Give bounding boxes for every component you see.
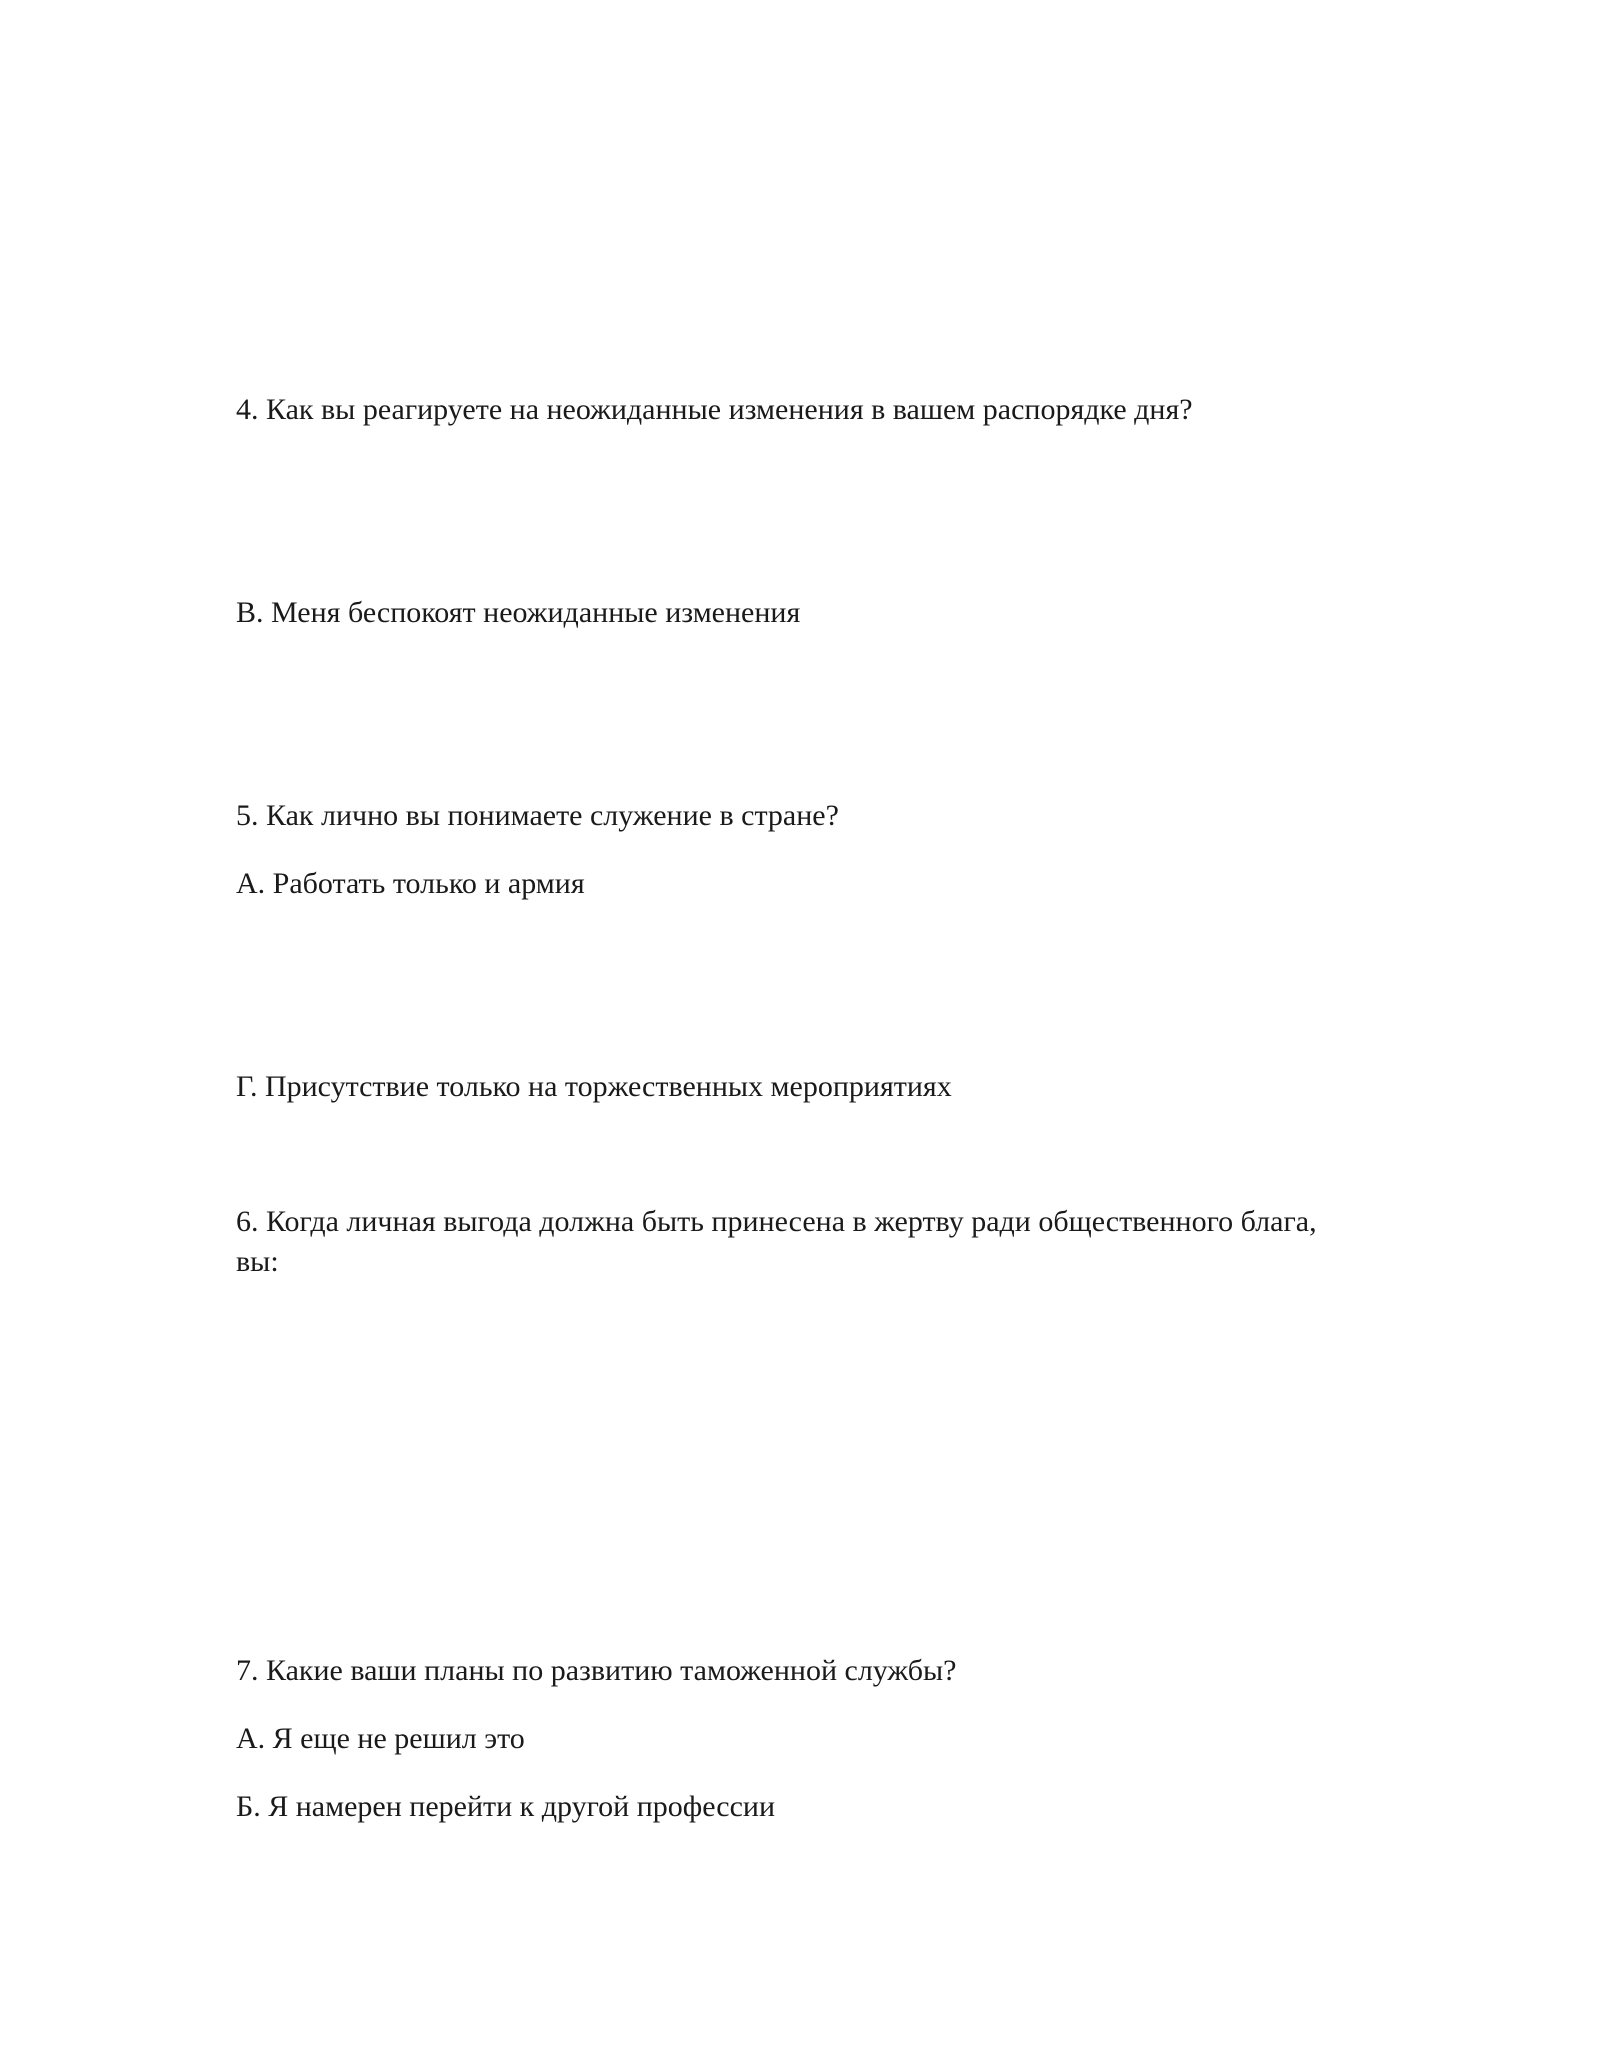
question-5-option-a: А. Работать только и армия [236,867,585,900]
question-6-text: 6. Когда личная выгода должна быть принесена в жертву ради общественного блага, вы: [236,1205,1317,1278]
question-5-option-g: Г. Присутствие только на торжественных мероприятиях [236,1070,952,1103]
question-4-text: 4. Как вы реагируете на неожиданные изменения в вашем распорядке дня? [236,393,1193,426]
question-7-text: 7. Какие ваши планы по развитию таможенной службы? [236,1654,957,1687]
question-4-option-v: В. Меня беспокоят неожиданные изменения [236,596,801,629]
question-5-text: 5. Как лично вы понимаете служение в стране? [236,799,839,832]
question-7-option-b: Б. Я намерен перейти к другой профессии [236,1790,776,1823]
question-7-option-a: А. Я еще не решил это [236,1722,525,1755]
